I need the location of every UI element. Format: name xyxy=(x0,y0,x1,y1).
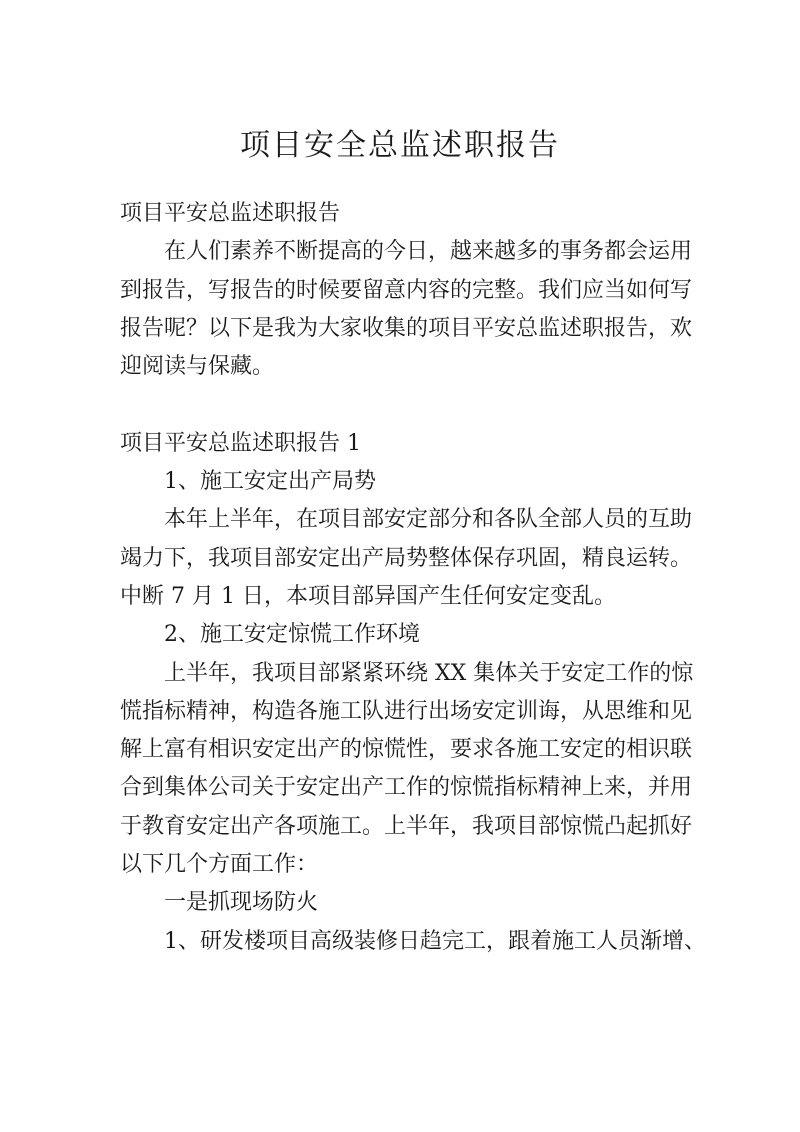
document-title: 项目安全总监述职报告 xyxy=(240,128,560,163)
intro-paragraph-line: 在人们素养不断提高的今日，越来越多的事务都会运用 xyxy=(164,239,693,265)
subsection-heading: 2、施工安定惊慌工作环境 xyxy=(164,622,420,648)
paragraph-line: 上半年，我项目部紧紧环绕 XX 集体关于安定工作的惊 xyxy=(164,660,694,686)
intro-paragraph-line: 迎阅读与保藏。 xyxy=(120,354,275,380)
paragraph-line: 以下几个方面工作： xyxy=(120,852,319,878)
list-heading: 一是抓现场防火 xyxy=(164,890,319,916)
paragraph-line: 1、研发楼项目高级装修日趋完工，跟着施工人员渐增、 xyxy=(164,928,706,954)
blank-line xyxy=(120,386,690,424)
paragraph-line: 慌指标精神，构造各施工队进行出场安定训诲，从思维和见 xyxy=(120,698,693,724)
intro-paragraph-line: 报告呢？以下是我为大家收集的项目平安总监述职报告，欢 xyxy=(120,315,693,341)
paragraph-line: 于教育安定出产各项施工。上半年，我项目部惊慌凸起抓好 xyxy=(120,813,693,839)
subsection-heading: 1、施工安定出产局势 xyxy=(164,469,376,495)
intro-paragraph-line: 到报告，写报告的时候要留意内容的完整。我们应当如何写 xyxy=(120,277,693,303)
section-heading: 项目平安总监述职报告 1 xyxy=(120,430,361,456)
paragraph-line: 合到集体公司关于安定出产工作的惊慌指标精神上来，并用 xyxy=(120,775,693,801)
paragraph-line: 本年上半年，在项目部安定部分和各队全部人员的互助 xyxy=(164,507,693,533)
subtitle-line: 项目平安总监述职报告 xyxy=(120,201,341,226)
document-body xyxy=(120,195,706,961)
paragraph-line: 解上富有相识安定出产的惊慌性，要求各施工安定的相识联 xyxy=(120,737,693,763)
paragraph-line: 中断 7 月 1 日，本项目部异国产生任何安定变乱。 xyxy=(120,583,616,609)
paragraph-line: 竭力下，我项目部安定出产局势整体保存巩固，精良运转。 xyxy=(120,545,693,571)
